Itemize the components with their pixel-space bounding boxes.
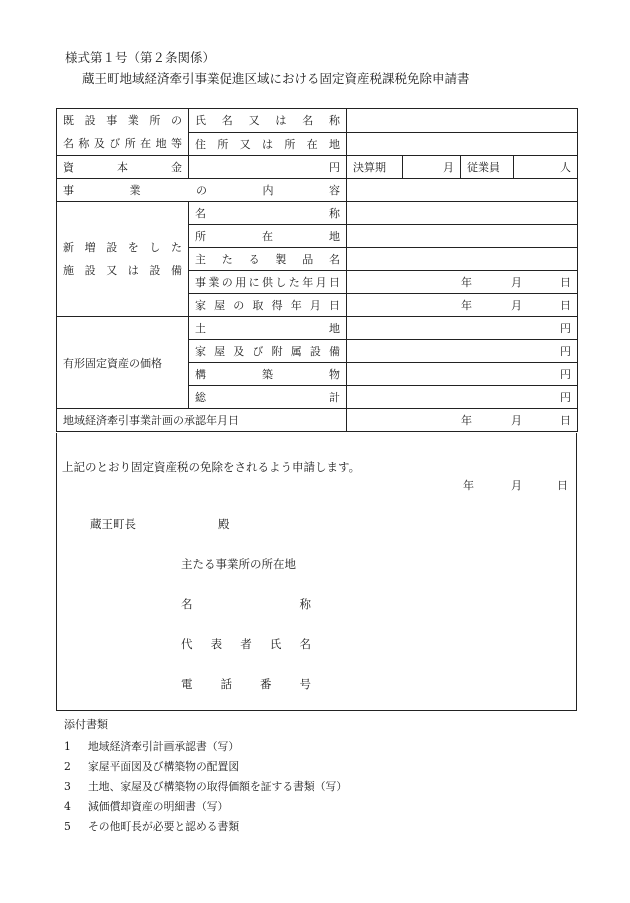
attachments-heading: 添付書類 [64,718,108,731]
total-label: 総計 [189,386,347,409]
main-product-label: 主たる製品名 [189,248,347,271]
existing-office-label: 既設事業所の 名称及び所在地等 [57,109,189,156]
asset-price-label: 有形固定資産の価格 [57,317,189,409]
fiscal-label: 決算期 [347,156,403,179]
employees-field[interactable] [514,156,578,179]
facility-name-label: 名称 [189,202,347,225]
structure-field[interactable]: 円 [347,363,578,386]
business-label: 事業の内容 [57,179,347,202]
fiscal-field[interactable] [403,156,461,179]
land-field[interactable]: 円 [347,317,578,340]
phone-number-label: 電 話 番 号 [181,677,311,691]
table-row [57,202,578,225]
mayor-addressee: 蔵王町長 [90,517,136,531]
form-title: 蔵王町地域経済牽引事業促進区域における固定資産税課税免除申請書 [82,71,470,86]
facility-location-field[interactable] [347,225,578,248]
facility-name-field[interactable] [347,202,578,225]
honorific: 殿 [218,517,230,531]
list-item: 4 減価償却資産の明細書（写） [64,800,229,813]
house-acquisition-date-label: 家屋の取得年月日 [189,294,347,317]
table-row [57,109,578,133]
address-field[interactable] [347,132,578,156]
applicant-name-label: 名 称 [181,597,311,611]
capital-unit: 円 [329,161,340,174]
main-product-field[interactable] [347,248,578,271]
house-acquisition-date-field[interactable]: 年 月 日 [347,294,578,317]
approval-date-field[interactable]: 年 月 日 [347,409,578,432]
business-use-date-field[interactable]: 年 月 日 [347,271,578,294]
capital-label: 資本金 [57,156,189,179]
fiscal-unit: 月 [443,161,454,174]
address-label: 住所又は所在地 [189,132,347,156]
total-field[interactable]: 円 [347,386,578,409]
name-field[interactable] [347,109,578,133]
list-item: 1 地域経済牽引計画承認書（写） [64,740,240,753]
table-row [57,179,578,202]
table-row [57,317,578,340]
table-row [57,156,578,179]
table-row [57,409,578,432]
employees-label: 従業員 [461,156,514,179]
house-equipment-label: 家屋及び附属設備 [189,340,347,363]
name-label: 氏名又は名称 [189,109,347,133]
business-use-date-label: 事業の用に供した年月日 [189,271,347,294]
new-facility-label: 新増設をした 施設又は設備 [57,202,189,317]
structure-label: 構築物 [189,363,347,386]
land-label: 土地 [189,317,347,340]
capital-field[interactable] [189,156,347,179]
form-number-label: 様式第１号（第２条関係） [65,50,216,65]
list-item: 5 その他町長が必要と認める書類 [64,820,240,833]
facility-location-label: 所在地 [189,225,347,248]
attachments-list [64,737,347,837]
application-table [56,108,578,432]
list-item: 3 土地、家屋及び構築物の取得価額を証する書類（写） [64,780,348,793]
business-field[interactable] [347,179,578,202]
approval-date-label: 地域経済牽引事業計画の承認年月日 [57,409,347,432]
employees-unit: 人 [560,161,571,174]
representative-name-label: 代 表 者 氏 名 [181,637,311,651]
application-date[interactable]: 年 月 日 [463,479,568,492]
list-item: 2 家屋平面図及び構築物の配置図 [64,760,240,773]
application-statement: 上記のとおり固定資産税の免除をされるよう申請します。 [62,460,361,474]
applicant-address-label: 主たる事業所の所在地 [181,557,296,571]
house-equipment-field[interactable]: 円 [347,340,578,363]
